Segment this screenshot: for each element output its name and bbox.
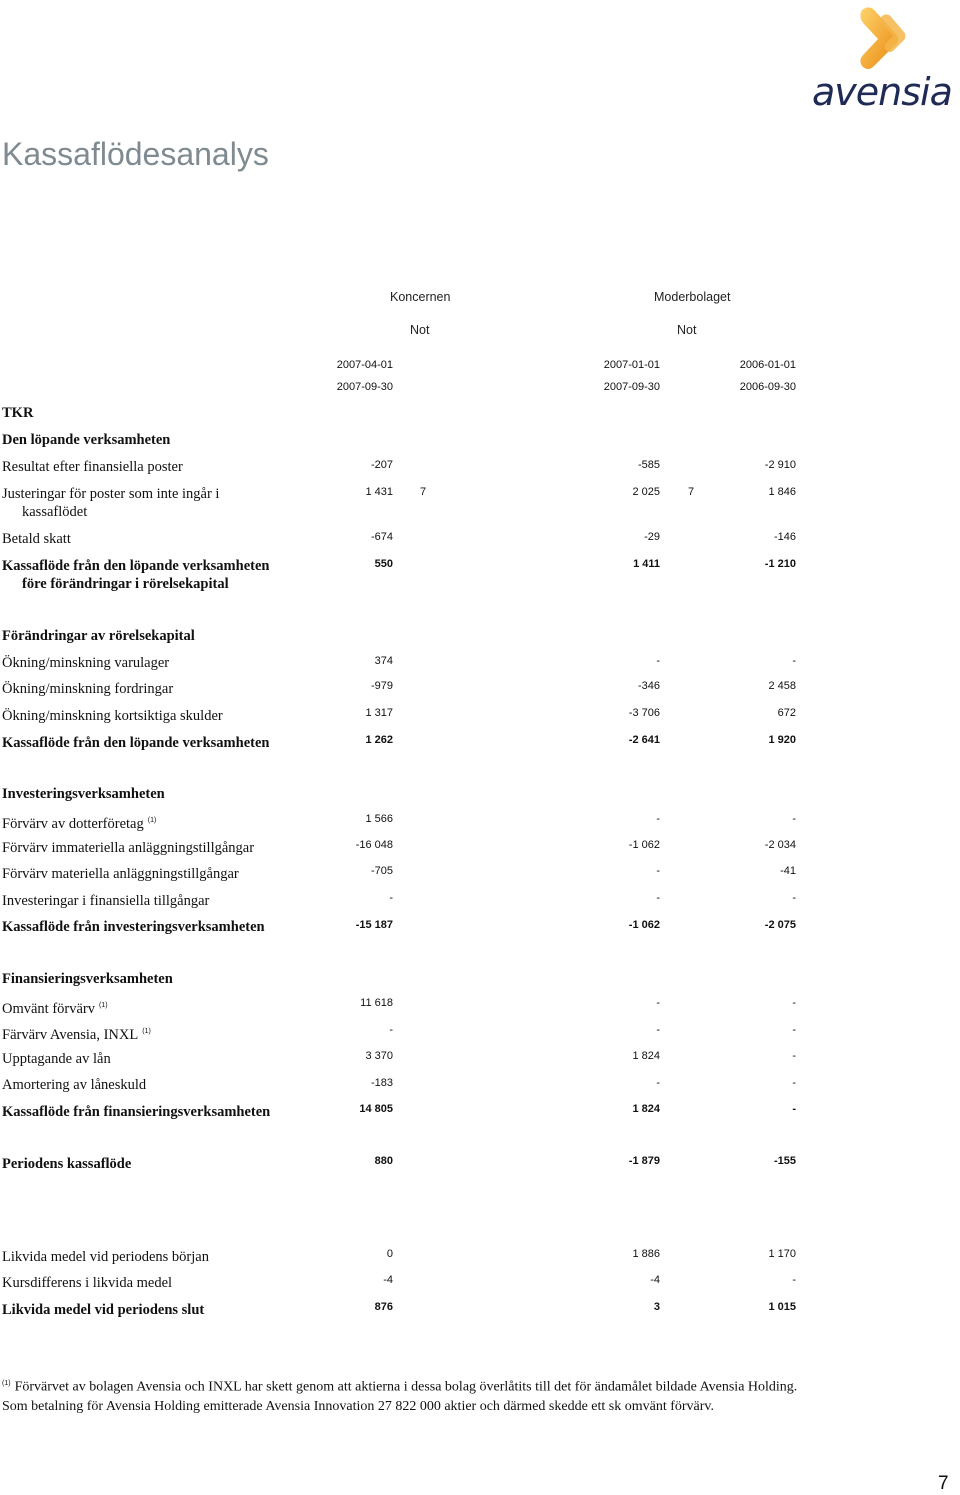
footnote (2, 1374, 822, 1416)
header-col3-from: 2006-01-01 (739, 359, 796, 371)
footnote-ref: (1) (142, 1028, 151, 1035)
value-koncernen: 550 (374, 558, 393, 570)
value-koncernen: -183 (370, 1077, 393, 1089)
value-moderbolaget-2006: -146 (773, 531, 796, 543)
value-moderbolaget-2006: - (792, 1050, 796, 1062)
header-koncernen: Koncernen (390, 290, 451, 304)
section-heading: Investeringsverksamheten (2, 786, 165, 802)
value-moderbolaget-2006: -155 (773, 1155, 796, 1167)
value-moderbolaget-2007: -1 879 (628, 1155, 660, 1167)
note-ref-1: 7 (420, 486, 427, 498)
row-label-text: Färvärv Avensia, INXL (2, 1026, 139, 1043)
value-moderbolaget-2007: - (656, 892, 660, 904)
value-koncernen: 876 (374, 1301, 393, 1313)
value-moderbolaget-2006: - (792, 1274, 796, 1286)
value-koncernen: 880 (374, 1155, 393, 1167)
row-label-line2: före förändringar i rörelsekapital (22, 576, 229, 592)
value-koncernen: 1 431 (365, 486, 393, 498)
value-koncernen: -674 (370, 531, 393, 543)
page-title: Kassaflödesanalys (2, 136, 269, 172)
header-moderbolaget: Moderbolaget (654, 290, 731, 304)
row-label (2, 997, 108, 1018)
row-label: Kursdifferens i likvida medel (2, 1275, 173, 1291)
value-koncernen: -979 (370, 680, 393, 692)
value-moderbolaget-2007: - (656, 1024, 660, 1036)
row-label (2, 1023, 151, 1044)
row-label-text: Omvänt förvärv (2, 1000, 96, 1017)
row-label: Ökning/minskning fordringar (2, 681, 174, 697)
row-label-line2: kassaflödet (22, 504, 88, 520)
row-label: Ökning/minskning kortsiktiga skulder (2, 708, 223, 724)
value-moderbolaget-2007: - (656, 813, 660, 825)
value-moderbolaget-2006: 2 458 (768, 680, 796, 692)
value-moderbolaget-2006: -1 210 (764, 558, 796, 570)
value-moderbolaget-2006: - (792, 892, 796, 904)
unit-label: TKR (2, 405, 34, 421)
row-label: Upptagande av lån (2, 1051, 111, 1067)
note-ref-2: 7 (688, 486, 695, 498)
row-label (2, 485, 219, 521)
value-moderbolaget-2007: -346 (637, 680, 660, 692)
value-koncernen: 11 618 (360, 997, 393, 1009)
row-label-text: Förvärv av dotterföretag (2, 815, 144, 832)
section-heading: Finansieringsverksamheten (2, 971, 173, 987)
header-col3-to: 2006-09-30 (739, 381, 796, 393)
value-koncernen: 1 262 (365, 734, 393, 746)
value-moderbolaget-2006: -41 (780, 865, 796, 877)
row-label: Likvida medel vid periodens slut (2, 1302, 205, 1318)
header-col1-to: 2007-09-30 (336, 381, 393, 393)
footnote-text: Förvärvet av bolagen Avensia och INXL har skett genom att aktierna i dessa bolag överlåtits till det för ändamålet bildade Avensia Holding. Som betalning för Avensia Holding emitterade Avensia Innovation 27 822 000 aktier och därmed skedde ett sk omvänt förvärv. (2, 1379, 798, 1414)
value-koncernen: -705 (370, 865, 393, 877)
value-moderbolaget-2006: -2 075 (764, 919, 796, 931)
header-col2-from: 2007-01-01 (603, 359, 660, 371)
value-moderbolaget-2007: - (656, 655, 660, 667)
value-moderbolaget-2007: -2 641 (628, 734, 660, 746)
value-koncernen: - (389, 1024, 393, 1036)
value-moderbolaget-2007: 1 411 (633, 558, 660, 570)
value-moderbolaget-2007: - (656, 997, 660, 1009)
value-moderbolaget-2006: - (792, 1077, 796, 1089)
value-moderbolaget-2007: -1 062 (628, 919, 660, 931)
value-koncernen: 1 566 (365, 813, 393, 825)
value-moderbolaget-2007: - (656, 1077, 660, 1089)
row-label: Förvärv materiella anläggningstillgångar (2, 866, 239, 882)
value-koncernen: 374 (374, 655, 393, 667)
value-moderbolaget-2006: 672 (777, 707, 796, 719)
avensia-logo (812, 4, 954, 112)
value-moderbolaget-2006: - (792, 1024, 796, 1036)
row-label: Kassaflöde från investeringsverksamheten (2, 919, 265, 935)
value-moderbolaget-2007: -1 062 (628, 839, 660, 851)
value-moderbolaget-2006: 1 015 (768, 1301, 796, 1313)
footnote-marker: (1) (2, 1380, 11, 1387)
header-not-2: Not (677, 323, 697, 337)
value-moderbolaget-2007: 2 025 (632, 486, 660, 498)
value-moderbolaget-2007: -585 (637, 459, 660, 471)
value-moderbolaget-2006: 1 846 (768, 486, 796, 498)
value-moderbolaget-2007: 3 (653, 1301, 660, 1313)
row-label: Kassaflöde från den löpande verksamheten (2, 735, 270, 751)
value-moderbolaget-2006: - (792, 655, 796, 667)
value-koncernen: -207 (370, 459, 393, 471)
row-label: Resultat efter finansiella poster (2, 459, 183, 475)
value-koncernen: -15 187 (355, 919, 393, 931)
value-koncernen: 14 805 (359, 1103, 393, 1115)
row-label: Kassaflöde från finansieringsverksamheten (2, 1104, 271, 1120)
row-label (2, 557, 269, 593)
value-moderbolaget-2007: -29 (644, 531, 660, 543)
value-moderbolaget-2007: -3 706 (628, 707, 660, 719)
value-moderbolaget-2007: 1 886 (632, 1248, 660, 1260)
footnote-ref: (1) (147, 817, 157, 824)
row-label: Likvida medel vid periodens början (2, 1249, 209, 1265)
logo-wordmark: avensia (812, 70, 952, 114)
row-label-line1: Kassaflöde från den löpande verksamheten (2, 558, 270, 574)
footnote-ref: (1) (99, 1002, 108, 1009)
value-moderbolaget-2006: 1 920 (768, 734, 796, 746)
section-heading: Den löpande verksamheten (2, 432, 171, 448)
row-label: Investeringar i finansiella tillgångar (2, 893, 210, 909)
value-koncernen: -16 048 (355, 839, 393, 851)
logo-chevron-icon (812, 4, 954, 74)
header-col1-from: 2007-04-01 (336, 359, 393, 371)
value-moderbolaget-2007: 1 824 (632, 1103, 660, 1115)
section-heading: Förändringar av rörelsekapital (2, 628, 195, 644)
row-label: Periodens kassaflöde (2, 1156, 132, 1172)
header-col2-to: 2007-09-30 (603, 381, 660, 393)
row-label: Betald skatt (2, 531, 71, 547)
value-koncernen: - (389, 892, 393, 904)
row-label: Ökning/minskning varulager (2, 655, 170, 671)
value-koncernen: -4 (383, 1274, 393, 1286)
header-not-1: Not (410, 323, 430, 337)
value-moderbolaget-2007: -4 (650, 1274, 660, 1286)
value-moderbolaget-2006: 1 170 (768, 1248, 796, 1260)
value-koncernen: 0 (386, 1248, 393, 1260)
row-label: Förvärv immateriella anläggningstillgångar (2, 840, 255, 856)
row-label: Amortering av låneskuld (2, 1077, 147, 1093)
value-koncernen: 3 370 (365, 1050, 393, 1062)
value-moderbolaget-2006: - (792, 813, 796, 825)
page-number: 7 (938, 1473, 949, 1494)
row-label-line1: Justeringar för poster som inte ingår i (2, 486, 220, 502)
row-label (2, 812, 156, 833)
value-koncernen: 1 317 (365, 707, 393, 719)
value-moderbolaget-2007: 1 824 (632, 1050, 660, 1062)
value-moderbolaget-2007: - (656, 865, 660, 877)
value-moderbolaget-2006: - (792, 1103, 796, 1115)
value-moderbolaget-2006: -2 910 (764, 459, 796, 471)
value-moderbolaget-2006: -2 034 (764, 839, 796, 851)
value-moderbolaget-2006: - (792, 997, 796, 1009)
